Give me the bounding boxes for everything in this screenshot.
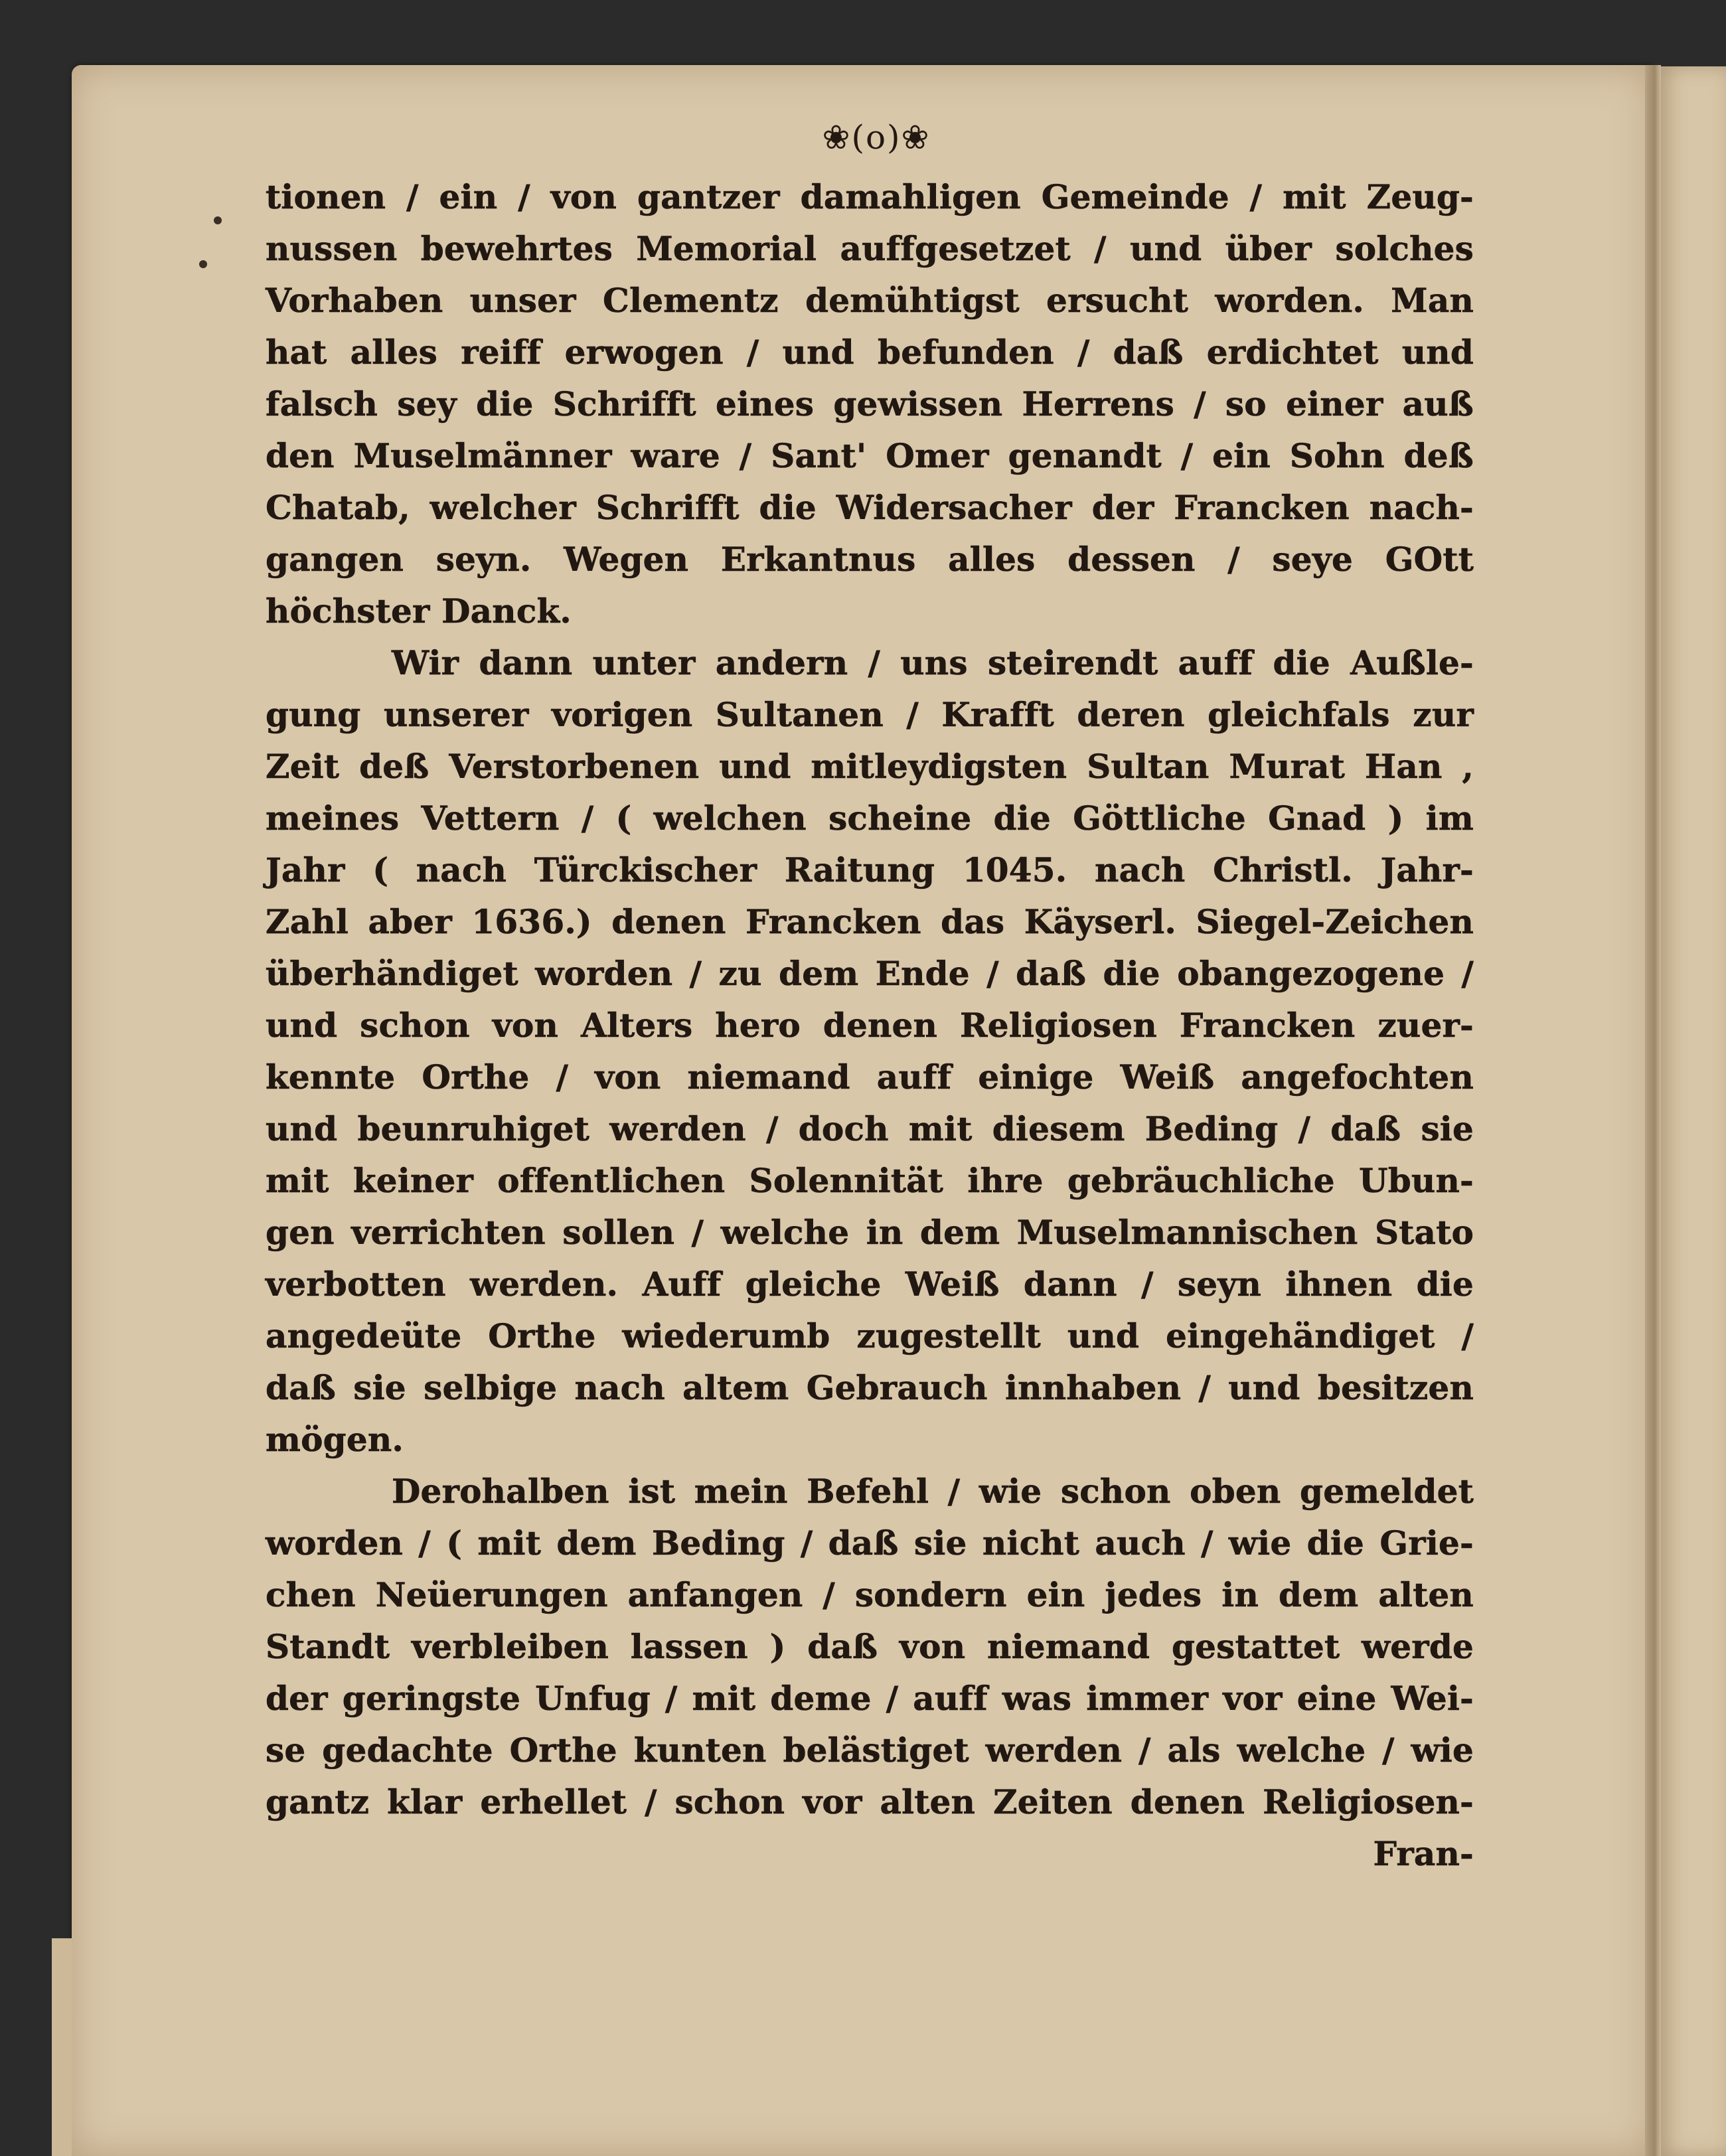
body-text <box>266 171 1560 1944</box>
page-edge-lower-left <box>52 1938 72 2156</box>
text-line: worden / ( mit dem Beding / daß sie nicht auch / wie die Grie‑ <box>266 1523 1474 1563</box>
text-line: gung unserer vorigen Sultanen / Krafft deren gleichfals zur <box>266 695 1474 734</box>
text-line: hat alles reiff erwogen / und befunden / daß erdichtet und <box>266 333 1474 372</box>
facing-page-edge <box>1661 66 1726 2156</box>
text-line: mögen. <box>266 1420 404 1459</box>
text-line: Jahr ( nach Türckischer Raitung 1045. nach Christl. Jahr‑ <box>266 850 1474 889</box>
ink-spot <box>214 216 222 224</box>
text-line: Zeit deß Verstorbenen und mitleydigsten Sultan Murat Han , <box>266 747 1474 786</box>
text-line: und schon von Alters hero denen Religiosen Francken zuer‑ <box>266 1006 1474 1045</box>
text-line: se gedachte Orthe kunten belästiget werden / als welche / wie <box>266 1731 1474 1770</box>
text-line: meines Vettern / ( welchen scheine die Göttliche Gnad ) im <box>266 799 1474 838</box>
paragraph-start-line: Wir dann unter andern / uns steirendt auff die Außle‑ <box>392 643 1474 682</box>
text-line: kennte Orthe / von niemand auff einige Weiß angefochten <box>266 1057 1474 1097</box>
text-line: Zahl aber 1636.) denen Francken das Käyserl. Siegel‑Zeichen <box>266 902 1474 941</box>
text-line: Standt verbleiben lassen ) daß von niemand gestattet werde <box>266 1627 1474 1666</box>
text-line: nussen bewehrtes Memorial auffgesetzet / und über solches <box>266 229 1474 268</box>
text-line: mit keiner offentlichen Solennität ihre gebräuchliche Ubun‑ <box>266 1161 1474 1200</box>
ink-spot <box>199 260 207 268</box>
text-line: daß sie selbige nach altem Gebrauch innhaben / und besitzen <box>266 1368 1474 1407</box>
paragraph-start-line: Derohalben ist mein Befehl / wie schon oben gemeldet <box>392 1472 1474 1511</box>
text-line: überhändiget worden / zu dem Ende / daß die obangezogene / <box>266 954 1474 993</box>
text-line: den Muselmänner ware / Sant' Omer genandt / ein Sohn deß <box>266 436 1474 475</box>
text-line: Chatab, welcher Schrifft die Widersacher der Francken nach‑ <box>266 488 1474 527</box>
text-line: tionen / ein / von gantzer damahligen Gemeinde / mit Zeug‑ <box>266 177 1474 216</box>
text-line: und beunruhiget werden / doch mit diesem Beding / daß sie <box>266 1109 1474 1148</box>
page-gutter <box>1645 65 1661 2156</box>
text-line: falsch sey die Schrifft eines gewissen Herrens / so einer auß <box>266 384 1474 424</box>
text-line: verbotten werden. Auff gleiche Weiß dann / seyn ihnen die <box>266 1265 1474 1304</box>
text-line: Vorhaben unser Clementz demühtigst ersucht worden. Man <box>266 281 1474 320</box>
text-line: gangen seyn. Wegen Erkantnus alles dessen / seye GOtt <box>266 540 1474 579</box>
page-header-ornament: ❀(o)❀ <box>822 118 931 157</box>
text-line: der geringste Unfug / mit deme / auff was immer vor eine Wei‑ <box>266 1679 1474 1718</box>
text-line: angedeüte Orthe wiederumb zugestellt und eingehändiget / <box>266 1316 1474 1355</box>
catchword: Fran‑ <box>1373 1834 1474 1873</box>
text-line: chen Neüerungen anfangen / sondern ein jedes in dem alten <box>266 1575 1474 1614</box>
text-line: gantz klar erhellet / schon vor alten Zeiten denen Religiosen‑ <box>266 1782 1474 1821</box>
text-line: gen verrichten sollen / welche in dem Muselmannischen Stato <box>266 1213 1474 1252</box>
text-line: höchster Danck. <box>266 591 572 631</box>
